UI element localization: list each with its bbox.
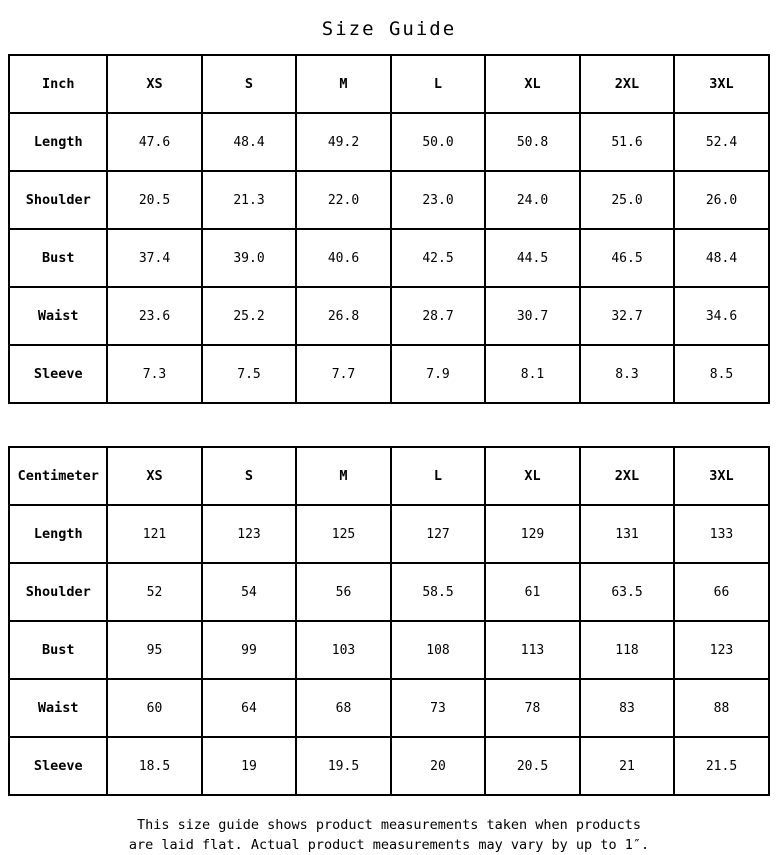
- page-title: Size Guide: [321, 18, 457, 40]
- cell-value: 68: [296, 679, 391, 737]
- cell-value: 47.6: [107, 113, 202, 171]
- cell-value: 25.2: [202, 287, 297, 345]
- footnote: [0, 796, 778, 855]
- row-label: Bust: [9, 229, 107, 287]
- table-row: [9, 171, 769, 229]
- column-header-size: XS: [107, 55, 202, 113]
- cell-value: 8.1: [485, 345, 580, 403]
- cell-value: 26.8: [296, 287, 391, 345]
- row-label: Shoulder: [9, 171, 107, 229]
- table-row: [9, 229, 769, 287]
- cell-value: 21: [580, 737, 675, 795]
- cell-value: 131: [580, 505, 675, 563]
- cell-value: 44.5: [485, 229, 580, 287]
- cell-value: 123: [202, 505, 297, 563]
- cell-value: 18.5: [107, 737, 202, 795]
- column-header-size: XL: [485, 447, 580, 505]
- cell-value: 127: [391, 505, 486, 563]
- cell-value: 7.5: [202, 345, 297, 403]
- cell-value: 20: [391, 737, 486, 795]
- cell-value: 49.2: [296, 113, 391, 171]
- cell-value: 50.8: [485, 113, 580, 171]
- cell-value: 103: [296, 621, 391, 679]
- row-label: Waist: [9, 679, 107, 737]
- cell-value: 28.7: [391, 287, 486, 345]
- cell-value: 52.4: [674, 113, 769, 171]
- table-row: [9, 113, 769, 171]
- table-header-row: [9, 55, 769, 113]
- cell-value: 34.6: [674, 287, 769, 345]
- cell-value: 58.5: [391, 563, 486, 621]
- column-header-size: S: [202, 447, 297, 505]
- cell-value: 129: [485, 505, 580, 563]
- row-label: Shoulder: [9, 563, 107, 621]
- cell-value: 133: [674, 505, 769, 563]
- column-header-size: 3XL: [674, 447, 769, 505]
- column-header-size: M: [296, 55, 391, 113]
- unit-label-centimeter: Centimeter: [9, 447, 107, 505]
- cell-value: 20.5: [485, 737, 580, 795]
- cell-value: 23.0: [391, 171, 486, 229]
- table-row: [9, 679, 769, 737]
- inch-size-table: [8, 54, 770, 404]
- cell-value: 51.6: [580, 113, 675, 171]
- footnote-line-2: are laid flat. Actual product measurements may vary by up to 1″.: [128, 837, 650, 853]
- cell-value: 7.9: [391, 345, 486, 403]
- cell-value: 8.5: [674, 345, 769, 403]
- centimeter-size-table: [8, 446, 770, 796]
- cell-value: 30.7: [485, 287, 580, 345]
- cell-value: 37.4: [107, 229, 202, 287]
- column-header-size: 3XL: [674, 55, 769, 113]
- row-label: Bust: [9, 621, 107, 679]
- cell-value: 42.5: [391, 229, 486, 287]
- column-header-size: XS: [107, 447, 202, 505]
- column-header-size: 2XL: [580, 447, 675, 505]
- table-header-row: [9, 447, 769, 505]
- cell-value: 118: [580, 621, 675, 679]
- cell-value: 24.0: [485, 171, 580, 229]
- cell-value: 26.0: [674, 171, 769, 229]
- row-label: Sleeve: [9, 345, 107, 403]
- cell-value: 78: [485, 679, 580, 737]
- cell-value: 25.0: [580, 171, 675, 229]
- column-header-size: L: [391, 55, 486, 113]
- cell-value: 21.3: [202, 171, 297, 229]
- cell-value: 8.3: [580, 345, 675, 403]
- cell-value: 50.0: [391, 113, 486, 171]
- column-header-size: M: [296, 447, 391, 505]
- cell-value: 54: [202, 563, 297, 621]
- cell-value: 95: [107, 621, 202, 679]
- cell-value: 99: [202, 621, 297, 679]
- cell-value: 63.5: [580, 563, 675, 621]
- column-header-size: L: [391, 447, 486, 505]
- unit-label-inch: Inch: [9, 55, 107, 113]
- table-row: [9, 505, 769, 563]
- cell-value: 48.4: [674, 229, 769, 287]
- cell-value: 39.0: [202, 229, 297, 287]
- cell-value: 123: [674, 621, 769, 679]
- cell-value: 125: [296, 505, 391, 563]
- table-row: [9, 345, 769, 403]
- cell-value: 61: [485, 563, 580, 621]
- cell-value: 60: [107, 679, 202, 737]
- cell-value: 32.7: [580, 287, 675, 345]
- cell-value: 20.5: [107, 171, 202, 229]
- cell-value: 66: [674, 563, 769, 621]
- column-header-size: 2XL: [580, 55, 675, 113]
- table-row: [9, 563, 769, 621]
- cell-value: 121: [107, 505, 202, 563]
- row-label: Sleeve: [9, 737, 107, 795]
- table-row: [9, 737, 769, 795]
- cell-value: 19: [202, 737, 297, 795]
- cell-value: 40.6: [296, 229, 391, 287]
- table-spacer: [0, 404, 778, 446]
- column-header-size: XL: [485, 55, 580, 113]
- cell-value: 88: [674, 679, 769, 737]
- cell-value: 113: [485, 621, 580, 679]
- cell-value: 73: [391, 679, 486, 737]
- table-row: [9, 287, 769, 345]
- cell-value: 48.4: [202, 113, 297, 171]
- cell-value: 22.0: [296, 171, 391, 229]
- footnote-line-1: This size guide shows product measurements taken when products: [137, 817, 641, 833]
- cell-value: 108: [391, 621, 486, 679]
- cell-value: 83: [580, 679, 675, 737]
- cell-value: 23.6: [107, 287, 202, 345]
- cell-value: 46.5: [580, 229, 675, 287]
- table-row: [9, 621, 769, 679]
- cell-value: 56: [296, 563, 391, 621]
- row-label: Length: [9, 505, 107, 563]
- cell-value: 21.5: [674, 737, 769, 795]
- row-label: Length: [9, 113, 107, 171]
- column-header-size: S: [202, 55, 297, 113]
- cell-value: 64: [202, 679, 297, 737]
- cell-value: 52: [107, 563, 202, 621]
- cell-value: 7.7: [296, 345, 391, 403]
- cell-value: 7.3: [107, 345, 202, 403]
- row-label: Waist: [9, 287, 107, 345]
- cell-value: 19.5: [296, 737, 391, 795]
